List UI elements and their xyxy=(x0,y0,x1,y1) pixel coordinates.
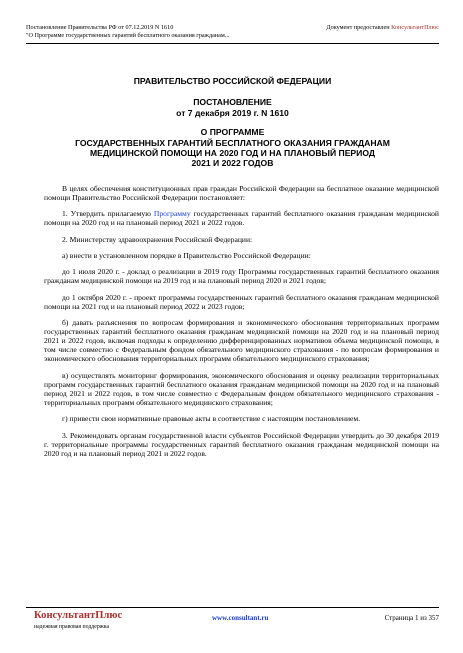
footer-tagline: надежная правовая поддержка xyxy=(34,624,110,630)
decree-date-number: от 7 декабря 2019 г. N 1610 xyxy=(176,107,289,118)
program-link[interactable]: Программу xyxy=(153,209,191,219)
decree-title: ПОСТАНОВЛЕНИЕ xyxy=(193,97,272,108)
paragraph-3: 3. Рекомендовать органам государственной власти субъектов Российской Федерации утвердить до 30 декабря 2019 г. территориальные программы государственных гарантий бесплатного оказания гражданам медицинской помощи на 2020 год и на плановый период 2021 и 2022 годов. xyxy=(44,430,439,458)
header-divider xyxy=(26,43,439,44)
header-brand-link[interactable]: КонсультантПлюс xyxy=(391,24,439,31)
subject-line-3: 2021 И 2022 ГОДОВ xyxy=(191,158,274,169)
paragraph-2b: б) давать разъяснения по вопросам формирования и экономического обоснования территориальных программ государственных гарантий бесплатного оказания гражданам медицинской помощи на 2020 год и на плановый период 2021 и 2022 годов, включая подходы к определению дифференцированных нормативов объема медицинской помощи, в том числе совместно с Федеральным фондом обязательного медицинского страхования - по вопросам формирования и экономического обоснования территориальных программ обязательного медицинского страхования; xyxy=(44,318,439,364)
subject-line-2: МЕДИЦИНСКОЙ ПОМОЩИ НА 2020 ГОД И НА ПЛАНОВЫЙ ПЕРИОД xyxy=(89,148,376,159)
paragraph-2d: г) привести свои нормативные правовые акты в соответствие с настоящим постановлением. xyxy=(62,414,361,424)
header-document-title xyxy=(26,24,316,40)
footer-brand-logo[interactable]: КонсультантПлюс xyxy=(34,610,123,621)
about-title: О ПРОГРАММЕ xyxy=(200,127,265,138)
paragraph-2a-item-1: до 1 июля 2020 г. - доклад о реализации в 2019 году Программы государственных гарантий бесплатного оказания гражданам медицинской помощи на 2019 год и на плановый период 2020 и 2021 годов; xyxy=(44,267,439,286)
paragraph-1-end: государственных гарантий бесплатного оказания гражданам медицинской помощи на 2020 год и на плановый период 2021 и 2022 годов. xyxy=(44,209,439,228)
paragraph-2c: в) осуществлять мониторинг формирования, экономического обоснования и оценку реализации территориальных программ государственных гарантий бесплатного оказания гражданам медицинской помощи на 2020 год и на плановый период 2021 и 2022 годов, в том числе совместно с Федеральным фондом обязательного медицинского страхования - территориальных программ обязательного медицинского страхования; xyxy=(44,370,439,407)
intro-paragraph: В целях обеспечения конституционных прав граждан Российской Федерации на бесплатное оказание медицинской помощи Правительство Российской Федерации постановляет: xyxy=(44,184,439,203)
government-title: ПРАВИТЕЛЬСТВО РОССИЙСКОЙ ФЕДЕРАЦИИ xyxy=(133,76,332,86)
header-provided-label: Документ предоставлен xyxy=(326,24,392,31)
footer-website-link[interactable]: www.consultant.ru xyxy=(212,614,269,622)
paragraph-1 xyxy=(44,209,439,227)
paragraph-1-start: 1. Утвердить прилагаемую xyxy=(62,209,154,219)
footer-page-number: Страница 1 из 357 xyxy=(384,614,439,622)
header-provided-by xyxy=(326,24,439,32)
footer-divider xyxy=(26,607,439,608)
paragraph-2a: а) внести в установленном порядке в Правительство Российской Федерации: xyxy=(62,251,311,261)
document-titles xyxy=(26,76,439,169)
header-decree-ref: Постановление Правительства РФ от 07.12.2019 N 1610 xyxy=(26,24,174,31)
document-body xyxy=(44,184,439,465)
subject-line-1: ГОСУДАРСТВЕННЫХ ГАРАНТИЙ БЕСПЛАТНОГО ОКАЗАНИЯ ГРАЖДАНАМ xyxy=(75,137,390,148)
paragraph-2: 2. Министерству здравоохранения Российской Федерации: xyxy=(62,234,253,244)
header-decree-name: "О Программе государственных гарантий бесплатного оказания гражданам... xyxy=(26,32,230,39)
paragraph-2a-item-2: до 1 октября 2020 г. - проект программы государственных гарантий бесплатного оказания гражданам медицинской помощи на 2021 год и на плановый период 2022 и 2023 годов; xyxy=(44,292,439,311)
